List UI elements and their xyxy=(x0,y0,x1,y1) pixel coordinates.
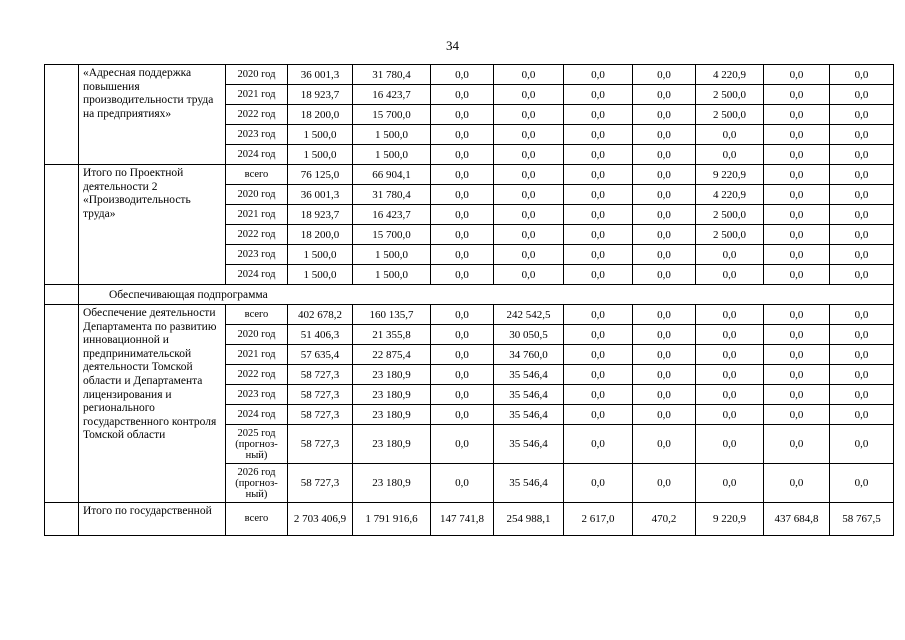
table-row xyxy=(45,305,894,325)
value-cell: 470,2 xyxy=(633,503,696,536)
value-cell: 1 500,0 xyxy=(288,265,353,285)
value-cell: 4 220,9 xyxy=(696,185,764,205)
year-cell: 2026 год (прогноз-ный) xyxy=(226,464,288,503)
value-cell: 0,0 xyxy=(764,345,830,365)
value-cell: 18 200,0 xyxy=(288,225,353,245)
value-cell: 15 700,0 xyxy=(353,105,431,125)
budget-table xyxy=(44,64,894,536)
row-index-cell xyxy=(45,65,79,165)
value-cell: 0,0 xyxy=(764,265,830,285)
value-cell: 0,0 xyxy=(564,225,633,245)
value-cell: 0,0 xyxy=(830,65,894,85)
value-cell: 0,0 xyxy=(494,225,564,245)
value-cell: 0,0 xyxy=(696,345,764,365)
year-cell: 2020 год xyxy=(226,65,288,85)
value-cell: 0,0 xyxy=(431,345,494,365)
section-header-row xyxy=(45,285,894,305)
value-cell: 0,0 xyxy=(764,365,830,385)
value-cell: 0,0 xyxy=(764,125,830,145)
value-cell: 0,0 xyxy=(564,65,633,85)
value-cell: 0,0 xyxy=(564,125,633,145)
row-index-cell xyxy=(45,503,79,536)
value-cell: 0,0 xyxy=(564,265,633,285)
value-cell: 9 220,9 xyxy=(696,503,764,536)
value-cell: 0,0 xyxy=(830,245,894,265)
value-cell: 0,0 xyxy=(564,345,633,365)
value-cell: 1 500,0 xyxy=(353,125,431,145)
value-cell: 16 423,7 xyxy=(353,85,431,105)
value-cell: 0,0 xyxy=(696,405,764,425)
value-cell: 0,0 xyxy=(633,365,696,385)
value-cell: 0,0 xyxy=(494,185,564,205)
value-cell: 0,0 xyxy=(564,105,633,125)
value-cell: 0,0 xyxy=(633,425,696,464)
value-cell: 0,0 xyxy=(633,345,696,365)
value-cell: 0,0 xyxy=(764,325,830,345)
value-cell: 0,0 xyxy=(633,305,696,325)
value-cell: 0,0 xyxy=(633,185,696,205)
value-cell: 2 703 406,9 xyxy=(288,503,353,536)
value-cell: 0,0 xyxy=(564,305,633,325)
value-cell: 0,0 xyxy=(494,105,564,125)
year-cell: 2024 год xyxy=(226,265,288,285)
value-cell: 0,0 xyxy=(764,105,830,125)
value-cell: 0,0 xyxy=(431,245,494,265)
value-cell: 0,0 xyxy=(564,185,633,205)
value-cell: 35 546,4 xyxy=(494,385,564,405)
value-cell: 0,0 xyxy=(431,185,494,205)
value-cell: 0,0 xyxy=(830,185,894,205)
value-cell: 0,0 xyxy=(830,125,894,145)
value-cell: 66 904,1 xyxy=(353,165,431,185)
year-cell: 2023 год xyxy=(226,125,288,145)
year-cell: 2022 год xyxy=(226,225,288,245)
value-cell: 31 780,4 xyxy=(353,185,431,205)
value-cell: 0,0 xyxy=(494,125,564,145)
value-cell: 0,0 xyxy=(494,65,564,85)
value-cell: 0,0 xyxy=(696,265,764,285)
value-cell: 254 988,1 xyxy=(494,503,564,536)
section-header: Обеспечивающая подпрограмма xyxy=(79,285,894,305)
table-row xyxy=(45,503,894,536)
value-cell: 36 001,3 xyxy=(288,185,353,205)
year-cell: 2021 год xyxy=(226,85,288,105)
value-cell: 58 727,3 xyxy=(288,385,353,405)
year-cell: всего xyxy=(226,165,288,185)
value-cell: 0,0 xyxy=(564,425,633,464)
value-cell: 242 542,5 xyxy=(494,305,564,325)
value-cell: 57 635,4 xyxy=(288,345,353,365)
year-cell: 2022 год xyxy=(226,105,288,125)
value-cell: 0,0 xyxy=(764,385,830,405)
value-cell: 1 500,0 xyxy=(288,145,353,165)
value-cell: 21 355,8 xyxy=(353,325,431,345)
value-cell: 18 923,7 xyxy=(288,85,353,105)
value-cell: 18 923,7 xyxy=(288,205,353,225)
value-cell: 0,0 xyxy=(494,145,564,165)
value-cell: 147 741,8 xyxy=(431,503,494,536)
value-cell: 0,0 xyxy=(431,365,494,385)
value-cell: 0,0 xyxy=(494,245,564,265)
year-cell: 2024 год xyxy=(226,145,288,165)
value-cell: 0,0 xyxy=(431,405,494,425)
value-cell: 34 760,0 xyxy=(494,345,564,365)
value-cell: 0,0 xyxy=(564,405,633,425)
value-cell: 0,0 xyxy=(564,325,633,345)
value-cell: 0,0 xyxy=(696,425,764,464)
value-cell: 0,0 xyxy=(431,425,494,464)
value-cell: 0,0 xyxy=(764,85,830,105)
value-cell: 0,0 xyxy=(431,205,494,225)
value-cell: 0,0 xyxy=(830,225,894,245)
value-cell: 35 546,4 xyxy=(494,464,564,503)
value-cell: 0,0 xyxy=(633,105,696,125)
value-cell: 160 135,7 xyxy=(353,305,431,325)
value-cell: 0,0 xyxy=(633,245,696,265)
year-cell: 2021 год xyxy=(226,345,288,365)
year-cell: всего xyxy=(226,503,288,536)
value-cell: 0,0 xyxy=(564,85,633,105)
table-row xyxy=(45,65,894,85)
value-cell: 0,0 xyxy=(633,405,696,425)
value-cell: 0,0 xyxy=(431,385,494,405)
value-cell: 0,0 xyxy=(431,305,494,325)
value-cell: 0,0 xyxy=(764,245,830,265)
value-cell: 0,0 xyxy=(830,265,894,285)
value-cell: 0,0 xyxy=(830,464,894,503)
value-cell: 2 617,0 xyxy=(564,503,633,536)
activity-name: Итого по Проектной деятельности 2 «Производительность труда» xyxy=(79,165,226,285)
value-cell: 1 500,0 xyxy=(288,125,353,145)
value-cell: 0,0 xyxy=(564,385,633,405)
value-cell: 22 875,4 xyxy=(353,345,431,365)
row-index-cell xyxy=(45,305,79,503)
year-cell: 2024 год xyxy=(226,405,288,425)
value-cell: 1 500,0 xyxy=(288,245,353,265)
value-cell: 0,0 xyxy=(696,305,764,325)
value-cell: 0,0 xyxy=(564,464,633,503)
year-cell: 2023 год xyxy=(226,385,288,405)
value-cell: 35 546,4 xyxy=(494,365,564,385)
value-cell: 58 727,3 xyxy=(288,425,353,464)
value-cell: 15 700,0 xyxy=(353,225,431,245)
value-cell: 2 500,0 xyxy=(696,205,764,225)
value-cell: 0,0 xyxy=(764,185,830,205)
value-cell: 0,0 xyxy=(696,145,764,165)
value-cell: 0,0 xyxy=(830,405,894,425)
value-cell: 58 727,3 xyxy=(288,405,353,425)
value-cell: 0,0 xyxy=(696,125,764,145)
value-cell: 0,0 xyxy=(494,205,564,225)
value-cell: 0,0 xyxy=(764,464,830,503)
activity-name: Обеспечение деятельности Департамента по развитию инновационной и предпринимательской деятельности Томской области и Департамента лицензирования и регионального государственного контроля Томской области xyxy=(79,305,226,503)
value-cell: 0,0 xyxy=(830,425,894,464)
value-cell: 30 050,5 xyxy=(494,325,564,345)
value-cell: 0,0 xyxy=(830,205,894,225)
value-cell: 0,0 xyxy=(633,205,696,225)
value-cell: 0,0 xyxy=(764,405,830,425)
value-cell: 2 500,0 xyxy=(696,225,764,245)
value-cell: 0,0 xyxy=(431,325,494,345)
value-cell: 58 767,5 xyxy=(830,503,894,536)
value-cell: 0,0 xyxy=(633,65,696,85)
year-cell: 2025 год (прогноз-ный) xyxy=(226,425,288,464)
value-cell: 0,0 xyxy=(431,464,494,503)
value-cell: 0,0 xyxy=(564,145,633,165)
value-cell: 0,0 xyxy=(830,345,894,365)
value-cell: 0,0 xyxy=(431,105,494,125)
value-cell: 23 180,9 xyxy=(353,405,431,425)
value-cell: 1 791 916,6 xyxy=(353,503,431,536)
value-cell: 0,0 xyxy=(494,265,564,285)
value-cell: 0,0 xyxy=(764,305,830,325)
value-cell: 0,0 xyxy=(830,385,894,405)
value-cell: 402 678,2 xyxy=(288,305,353,325)
value-cell: 31 780,4 xyxy=(353,65,431,85)
value-cell: 0,0 xyxy=(431,145,494,165)
value-cell: 0,0 xyxy=(764,165,830,185)
value-cell: 0,0 xyxy=(696,365,764,385)
value-cell: 0,0 xyxy=(633,165,696,185)
value-cell: 0,0 xyxy=(764,205,830,225)
value-cell: 23 180,9 xyxy=(353,385,431,405)
value-cell: 0,0 xyxy=(633,265,696,285)
value-cell: 18 200,0 xyxy=(288,105,353,125)
value-cell: 35 546,4 xyxy=(494,405,564,425)
value-cell: 0,0 xyxy=(564,245,633,265)
year-cell: 2023 год xyxy=(226,245,288,265)
value-cell: 0,0 xyxy=(494,165,564,185)
value-cell: 2 500,0 xyxy=(696,105,764,125)
value-cell: 58 727,3 xyxy=(288,365,353,385)
value-cell: 0,0 xyxy=(431,85,494,105)
page-number: 34 xyxy=(446,38,459,53)
value-cell: 58 727,3 xyxy=(288,464,353,503)
value-cell: 0,0 xyxy=(830,85,894,105)
year-cell: 2020 год xyxy=(226,325,288,345)
year-cell: 2021 год xyxy=(226,205,288,225)
value-cell: 2 500,0 xyxy=(696,85,764,105)
value-cell: 36 001,3 xyxy=(288,65,353,85)
activity-name: Итого по государственной xyxy=(79,503,226,536)
value-cell: 76 125,0 xyxy=(288,165,353,185)
value-cell: 51 406,3 xyxy=(288,325,353,345)
value-cell: 1 500,0 xyxy=(353,265,431,285)
year-cell: 2020 год xyxy=(226,185,288,205)
value-cell: 0,0 xyxy=(830,325,894,345)
value-cell: 0,0 xyxy=(431,65,494,85)
value-cell: 0,0 xyxy=(696,385,764,405)
value-cell: 0,0 xyxy=(830,305,894,325)
value-cell: 0,0 xyxy=(564,205,633,225)
value-cell: 23 180,9 xyxy=(353,464,431,503)
value-cell: 0,0 xyxy=(564,165,633,185)
year-cell: 2022 год xyxy=(226,365,288,385)
value-cell: 0,0 xyxy=(633,125,696,145)
value-cell: 1 500,0 xyxy=(353,245,431,265)
value-cell: 0,0 xyxy=(633,325,696,345)
value-cell: 437 684,8 xyxy=(764,503,830,536)
value-cell: 0,0 xyxy=(431,125,494,145)
empty-index-cell xyxy=(45,285,79,305)
value-cell: 0,0 xyxy=(696,464,764,503)
value-cell: 0,0 xyxy=(494,85,564,105)
value-cell: 0,0 xyxy=(764,145,830,165)
value-cell: 9 220,9 xyxy=(696,165,764,185)
value-cell: 0,0 xyxy=(764,425,830,464)
value-cell: 0,0 xyxy=(633,85,696,105)
value-cell: 4 220,9 xyxy=(696,65,764,85)
value-cell: 0,0 xyxy=(431,165,494,185)
value-cell: 23 180,9 xyxy=(353,365,431,385)
value-cell: 0,0 xyxy=(830,105,894,125)
value-cell: 0,0 xyxy=(764,65,830,85)
value-cell: 0,0 xyxy=(830,165,894,185)
value-cell: 0,0 xyxy=(696,245,764,265)
value-cell: 23 180,9 xyxy=(353,425,431,464)
value-cell: 0,0 xyxy=(830,365,894,385)
value-cell: 0,0 xyxy=(633,385,696,405)
row-index-cell xyxy=(45,165,79,285)
value-cell: 0,0 xyxy=(633,145,696,165)
value-cell: 0,0 xyxy=(696,325,764,345)
value-cell: 0,0 xyxy=(431,265,494,285)
value-cell: 0,0 xyxy=(633,225,696,245)
budget-table-body xyxy=(45,65,894,536)
value-cell: 16 423,7 xyxy=(353,205,431,225)
year-cell: всего xyxy=(226,305,288,325)
value-cell: 35 546,4 xyxy=(494,425,564,464)
activity-name: «Адресная поддержка повышения производительности труда на предприятиях» xyxy=(79,65,226,165)
table-row xyxy=(45,165,894,185)
value-cell: 0,0 xyxy=(764,225,830,245)
value-cell: 1 500,0 xyxy=(353,145,431,165)
value-cell: 0,0 xyxy=(431,225,494,245)
value-cell: 0,0 xyxy=(633,464,696,503)
value-cell: 0,0 xyxy=(564,365,633,385)
value-cell: 0,0 xyxy=(830,145,894,165)
